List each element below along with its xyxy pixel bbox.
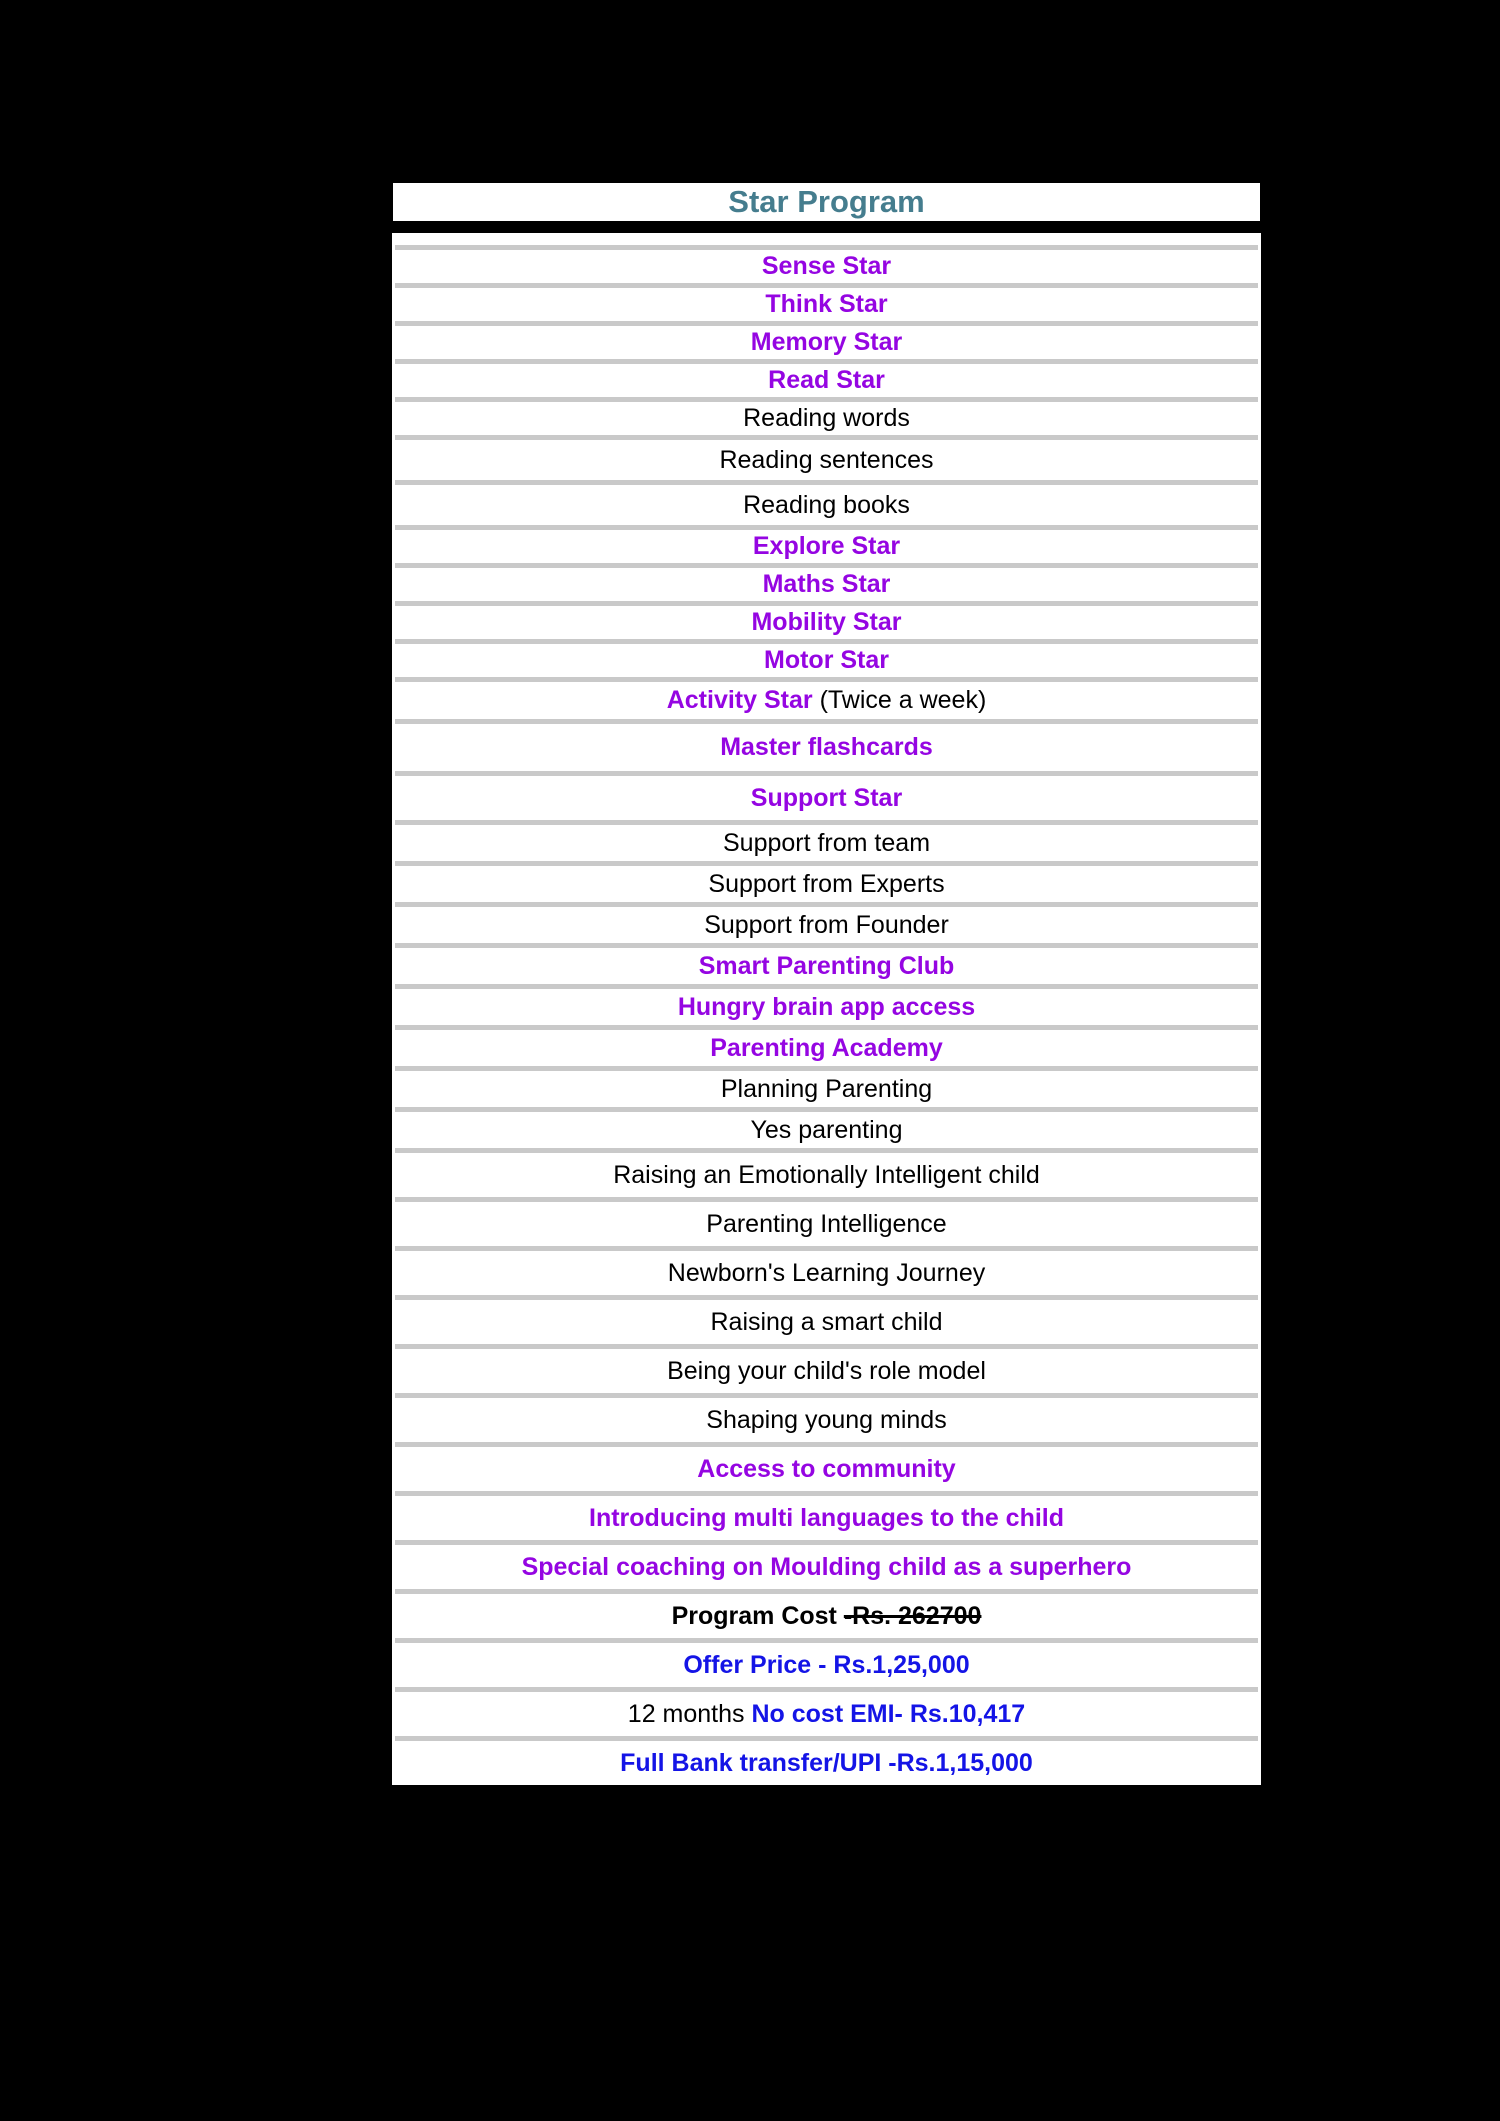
table-row xyxy=(392,250,1261,283)
row-text: Hungry brain app access xyxy=(677,992,976,1021)
table-row xyxy=(392,1251,1261,1295)
row-text: Sense Star xyxy=(761,252,892,280)
table-row xyxy=(392,776,1261,820)
table-row xyxy=(392,907,1261,943)
row-text: -Rs. 262700 xyxy=(843,1601,982,1630)
table-row xyxy=(392,364,1261,397)
row-text: Smart Parenting Club xyxy=(698,951,955,980)
table-row xyxy=(392,233,1261,245)
table-row xyxy=(392,1153,1261,1197)
table-row xyxy=(392,402,1261,435)
row-text: Newborn's Learning Journey xyxy=(667,1258,986,1287)
table-row xyxy=(392,1349,1261,1393)
table-row xyxy=(392,1692,1261,1736)
table-row xyxy=(392,1643,1261,1687)
row-text: No cost EMI- Rs.10,417 xyxy=(751,1699,1026,1728)
row-text: Explore Star xyxy=(752,532,901,560)
table-row xyxy=(392,1545,1261,1589)
table-row xyxy=(392,1398,1261,1442)
row-text: Yes parenting xyxy=(750,1115,903,1144)
row-text: Support Star xyxy=(750,783,903,812)
table-row xyxy=(392,866,1261,902)
row-text: Support from Experts xyxy=(708,869,945,898)
row-text: Activity Star xyxy=(666,686,820,714)
row-text: Offer Price - Rs.1,25,000 xyxy=(683,1650,970,1679)
row-text: Memory Star xyxy=(750,328,903,356)
table-row xyxy=(392,644,1261,677)
table-row xyxy=(392,1496,1261,1540)
star-program-table xyxy=(390,180,1263,1787)
table-row xyxy=(392,530,1261,563)
table-row xyxy=(392,724,1261,771)
table-row xyxy=(392,1030,1261,1066)
table-row xyxy=(392,440,1261,480)
table-title-row xyxy=(390,180,1263,224)
row-text: 12 months xyxy=(627,1699,752,1728)
row-text: Reading books xyxy=(743,490,910,519)
row-text: Special coaching on Moulding child as a superhero xyxy=(521,1552,1132,1581)
row-text: (Twice a week) xyxy=(819,686,987,714)
row-text: Parenting Academy xyxy=(710,1033,943,1062)
row-text: Raising an Emotionally Intelligent child xyxy=(613,1160,1040,1189)
row-text: Reading words xyxy=(743,404,910,432)
row-text: Read Star xyxy=(768,366,885,394)
row-text: Support from Founder xyxy=(704,910,949,939)
row-text: Reading sentences xyxy=(719,445,934,474)
row-text: Planning Parenting xyxy=(720,1074,933,1103)
table-row xyxy=(392,1300,1261,1344)
row-text: Mobility Star xyxy=(751,608,902,636)
table-body xyxy=(390,231,1263,1787)
row-text: Full Bank transfer/UPI -Rs.1,15,000 xyxy=(620,1748,1033,1777)
row-text: Master flashcards xyxy=(720,733,933,761)
table-row xyxy=(392,1594,1261,1638)
row-text: Think Star xyxy=(765,290,888,318)
table-row xyxy=(392,568,1261,601)
row-text: Raising a smart child xyxy=(710,1307,943,1336)
row-text: Motor Star xyxy=(764,646,889,674)
table-row xyxy=(392,1447,1261,1491)
row-text: Being your child's role model xyxy=(667,1356,986,1385)
table-row xyxy=(392,682,1261,719)
table-row xyxy=(392,989,1261,1025)
table-row xyxy=(392,1071,1261,1107)
table-row xyxy=(392,485,1261,525)
table-row xyxy=(392,606,1261,639)
row-text: Introducing multi languages to the child xyxy=(589,1503,1064,1532)
row-text: Support from team xyxy=(722,828,931,857)
table-row xyxy=(392,948,1261,984)
row-text: Program Cost xyxy=(671,1601,844,1630)
row-text: Maths Star xyxy=(762,570,891,598)
table-row xyxy=(392,1112,1261,1148)
table-row xyxy=(392,1741,1261,1785)
table-row xyxy=(392,326,1261,359)
row-text: Parenting Intelligence xyxy=(706,1209,947,1238)
table-row xyxy=(392,825,1261,861)
page-title: Star Program xyxy=(728,184,925,219)
row-text: Shaping young minds xyxy=(706,1405,947,1434)
row-text: Access to community xyxy=(697,1454,956,1483)
table-row xyxy=(392,288,1261,321)
table-row xyxy=(392,1202,1261,1246)
